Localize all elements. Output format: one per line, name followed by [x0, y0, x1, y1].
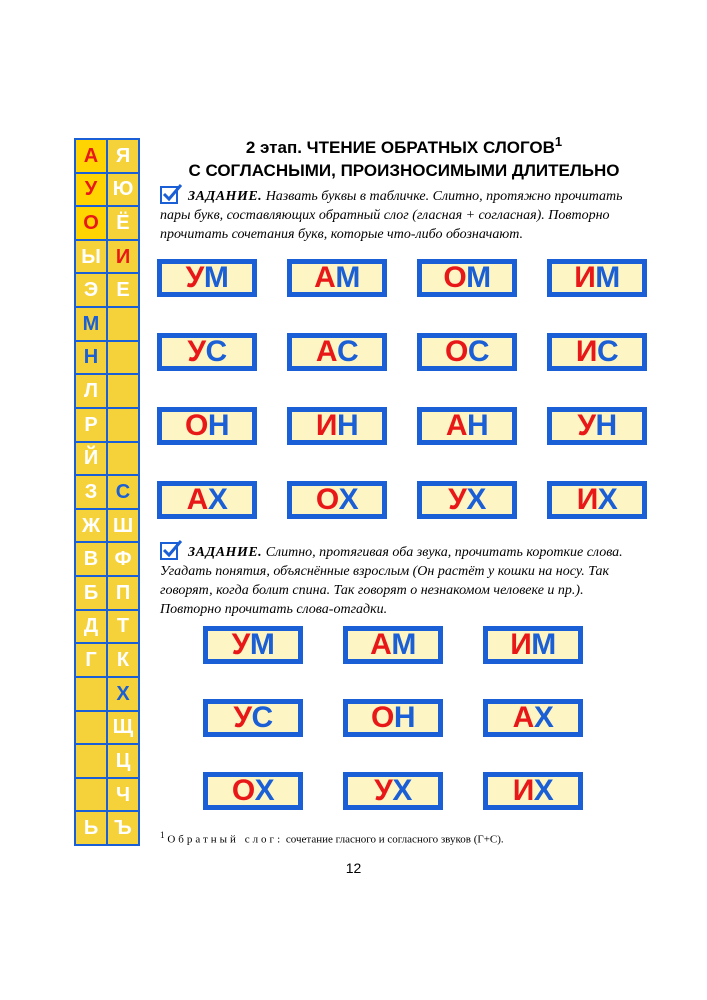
alpha-cell: Д	[76, 611, 106, 643]
syllable-card	[203, 699, 303, 737]
consonant-letter: М	[391, 628, 416, 661]
alpha-cell: Р	[76, 409, 106, 441]
alpha-cell: Ж	[76, 510, 106, 542]
alpha-cell: Щ	[108, 712, 138, 744]
title-line-2: С СОГЛАСНЫМИ, ПРОИЗНОСИМЫМИ ДЛИТЕЛЬНО	[188, 161, 620, 180]
alpha-cell	[108, 308, 138, 340]
vowel-letter: А	[512, 701, 534, 734]
task-1	[160, 184, 648, 244]
footnote-text: сочетание гласного и согласного звуков (Г+С).	[285, 833, 504, 846]
syllable-card	[157, 259, 257, 297]
consonant-letter: М	[595, 261, 620, 294]
vowel-letter: У	[187, 335, 206, 368]
consonant-letter: С	[596, 335, 619, 368]
vowel-letter: О	[231, 774, 255, 807]
alpha-cell: Ы	[76, 241, 106, 273]
alpha-cell: О	[76, 207, 106, 239]
checkbox-icon	[160, 184, 182, 204]
title-line-1: 2 этап. ЧТЕНИЕ ОБРАТНЫХ СЛОГОВ	[245, 138, 555, 157]
consonant-letter: М	[249, 628, 275, 661]
syllable-card	[483, 699, 583, 737]
vowel-letter: У	[448, 483, 467, 516]
consonant-letter: Х	[533, 774, 554, 807]
alpha-cell: М	[76, 308, 106, 340]
vowel-letter: А	[314, 261, 336, 294]
task-2	[160, 540, 648, 619]
alpha-cell: Е	[108, 274, 138, 306]
alpha-cell	[76, 678, 106, 710]
syllable-card	[417, 407, 517, 445]
vowel-letter: О	[184, 409, 208, 442]
consonant-letter: М	[531, 628, 556, 661]
alpha-cell	[76, 745, 106, 777]
consonant-letter: С	[205, 335, 227, 368]
syllable-card	[547, 481, 647, 519]
syllable-card	[417, 333, 517, 371]
vowel-letter: И	[575, 335, 597, 368]
task-1-head: ЗАДАНИЕ.	[188, 189, 263, 204]
syllable-card	[417, 481, 517, 519]
syllable-card	[157, 481, 257, 519]
alpha-cell	[76, 779, 106, 811]
alpha-cell: Я	[108, 140, 138, 172]
vowel-letter: У	[577, 409, 596, 442]
alpha-cell	[108, 375, 138, 407]
vowel-letter: И	[574, 261, 596, 294]
syllable-card	[343, 626, 443, 664]
consonant-letter: Н	[393, 701, 415, 734]
alpha-cell: Г	[76, 644, 106, 676]
alphabet-table	[74, 138, 140, 846]
syllable-card	[157, 407, 257, 445]
syllable-card	[287, 481, 387, 519]
task-2-head: ЗАДАНИЕ.	[188, 545, 263, 560]
alpha-cell: И	[108, 241, 138, 273]
syllable-card	[417, 259, 517, 297]
alpha-cell: Ч	[108, 779, 138, 811]
vowel-letter: А	[370, 628, 392, 661]
vowel-letter: У	[185, 261, 204, 294]
footnote-mark: 1	[554, 134, 563, 149]
alpha-cell: А	[76, 140, 106, 172]
syllable-card	[483, 626, 583, 664]
consonant-letter: Х	[254, 774, 275, 807]
consonant-letter: Н	[595, 409, 617, 442]
alpha-cell: В	[76, 543, 106, 575]
consonant-letter: С	[251, 701, 273, 734]
task-1-text: Назвать буквы в табличке. Слитно, протяжно прочитать пары букв, составляющих обратный слог (гласная + согласная). Повторно прочитать сочетания букв, которые что-либо обозначают.	[160, 189, 623, 242]
syllable-card	[483, 772, 583, 810]
vowel-letter: У	[231, 628, 250, 661]
footnote-term: Обратный слог:	[167, 833, 284, 846]
vowel-letter: О	[370, 701, 394, 734]
consonant-letter: Н	[336, 409, 359, 442]
consonant-letter: Х	[392, 774, 412, 807]
page-number: 12	[345, 860, 362, 876]
consonant-letter: М	[335, 261, 360, 294]
consonant-letter: С	[467, 335, 489, 368]
consonant-letter: Н	[467, 409, 489, 442]
task-2-text: Слитно, протягивая оба звука, прочитать короткие слова. Угадать понятия, объяснённые взрослым (Он растёт у кошки на носу. Так говорят, когда болит спина. Так говорят о незнакомом человеке и пр.). Повторно прочитать слова-отгадки.	[160, 545, 623, 617]
vowel-letter: А	[186, 483, 208, 516]
vowel-letter: О	[315, 483, 339, 516]
checkbox-icon	[160, 540, 182, 560]
consonant-letter: Х	[338, 483, 359, 516]
syllable-card	[157, 333, 257, 371]
alpha-cell: Ю	[108, 174, 138, 206]
alpha-cell: Э	[76, 274, 106, 306]
footnote	[160, 830, 504, 846]
consonant-letter: Х	[466, 483, 486, 516]
alpha-cell: К	[108, 644, 138, 676]
alpha-cell: Л	[76, 375, 106, 407]
vowel-letter: И	[510, 628, 532, 661]
consonant-letter: Х	[207, 483, 228, 516]
alpha-cell: Ф	[108, 543, 138, 575]
consonant-letter: С	[337, 335, 359, 368]
alpha-cell	[108, 443, 138, 475]
alpha-cell: Б	[76, 577, 106, 609]
alpha-cell: П	[108, 577, 138, 609]
alpha-cell: Ь	[76, 812, 106, 844]
syllable-card	[547, 259, 647, 297]
vowel-letter: А	[315, 335, 337, 368]
alpha-cell: Ш	[108, 510, 138, 542]
alpha-cell: У	[76, 174, 106, 206]
footnote-number: 1	[160, 830, 165, 840]
syllable-card	[343, 699, 443, 737]
alpha-cell: З	[76, 476, 106, 508]
syllable-card	[287, 333, 387, 371]
consonant-letter: Н	[207, 409, 229, 442]
vowel-letter: У	[233, 701, 252, 734]
alpha-cell	[76, 712, 106, 744]
vowel-letter: И	[512, 774, 534, 807]
alpha-cell: Т	[108, 611, 138, 643]
vowel-letter: У	[374, 774, 393, 807]
alpha-cell: Ц	[108, 745, 138, 777]
consonant-letter: Х	[597, 483, 618, 516]
vowel-letter: А	[445, 409, 467, 442]
alpha-cell: Ё	[108, 207, 138, 239]
alpha-cell: Ъ	[108, 812, 138, 844]
alpha-cell	[108, 409, 138, 441]
consonant-letter: М	[203, 261, 229, 294]
syllable-card	[547, 407, 647, 445]
vowel-letter: О	[443, 261, 467, 294]
vowel-letter: И	[576, 483, 598, 516]
alpha-cell	[108, 342, 138, 374]
syllable-card	[203, 772, 303, 810]
consonant-letter: Х	[533, 701, 554, 734]
alpha-cell: С	[108, 476, 138, 508]
syllable-card	[287, 259, 387, 297]
consonant-letter: М	[466, 261, 491, 294]
syllable-card	[547, 333, 647, 371]
syllable-card	[287, 407, 387, 445]
alpha-cell: Н	[76, 342, 106, 374]
syllable-card	[203, 626, 303, 664]
vowel-letter: О	[444, 335, 468, 368]
syllable-card	[343, 772, 443, 810]
alpha-cell: Х	[108, 678, 138, 710]
page-title	[160, 130, 648, 182]
vowel-letter: И	[315, 409, 337, 442]
alpha-cell: Й	[76, 443, 106, 475]
